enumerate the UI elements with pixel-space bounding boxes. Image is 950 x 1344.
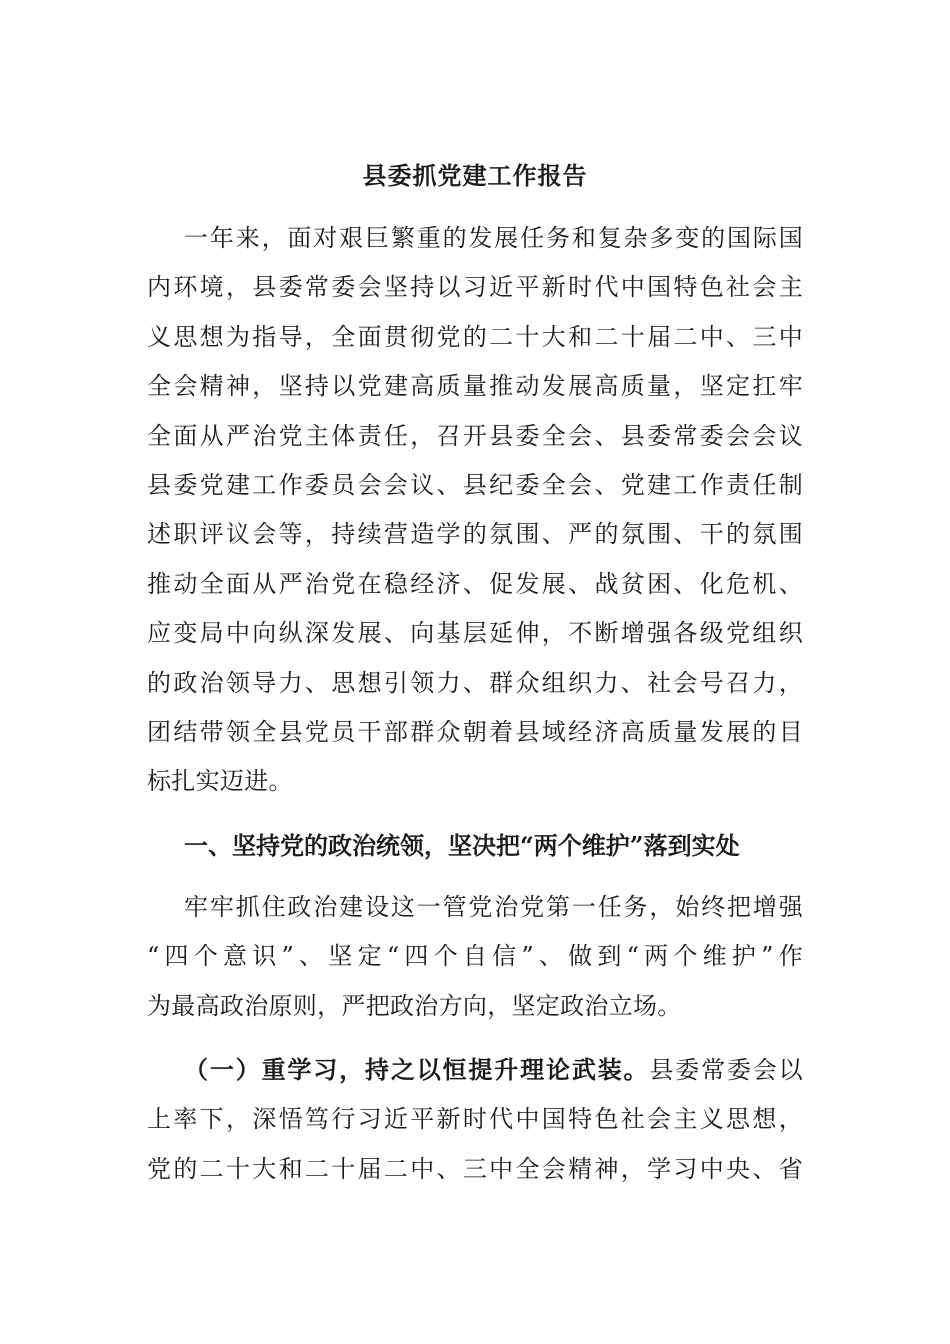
text-line: 全面从严治党主体责任，召开县委全会、县委常委会会议 bbox=[147, 421, 803, 450]
document-title: 县委抓党建工作报告 bbox=[362, 161, 588, 190]
text-line: 义思想为指导，全面贯彻党的二十大和二十届二中、三中 bbox=[147, 322, 803, 351]
text-line: 全会精神，坚持以党建高质量推动发展高质量，坚定扛牢 bbox=[147, 372, 803, 401]
text-line: 的政治领导力、思想引领力、群众组织力、社会号召力， bbox=[147, 668, 803, 697]
intro-paragraph bbox=[147, 214, 803, 807]
text-line: 上率下，深悟笃行习近平新时代中国特色社会主义思想， bbox=[147, 1105, 803, 1134]
text-line bbox=[147, 1045, 803, 1095]
text-line: 述职评议会等，持续营造学的氛围、严的氛围、干的氛围 bbox=[147, 520, 803, 549]
text-line: 牢牢抓住政治建设这一管党治党第一任务，始终把增强 bbox=[184, 893, 803, 921]
subsection-heading: （一）重学习，持之以恒提升理论武装。 bbox=[184, 1055, 650, 1084]
text-line: “四个意识”、坚定“四个自信”、做到“两个维护”作 bbox=[147, 942, 803, 971]
text-line: 应变局中向纵深发展、向基层延伸，不断增强各级党组织 bbox=[147, 619, 803, 648]
text-line: 一年来，面对艰巨繁重的发展任务和复杂多变的国际国 bbox=[184, 224, 803, 252]
text-line: 党的二十大和二十届二中、三中全会精神，学习中央、省 bbox=[147, 1154, 803, 1183]
text-line: 县委党建工作委员会会议、县纪委全会、党建工作责任制 bbox=[147, 471, 803, 500]
text-run: 县委常委会以 bbox=[649, 1056, 803, 1084]
text-line: 团结带领全县党员干部群众朝着县域经济高质量发展的目 bbox=[147, 718, 803, 747]
subsection1-paragraph bbox=[147, 1045, 803, 1194]
text-line: 标扎实迈进。 bbox=[147, 767, 293, 796]
text-line: 为最高政治原则，严把政治方向，坚定政治立场。 bbox=[147, 991, 682, 1020]
text-line: 推动全面从严治党在稳经济、促发展、战贫困、化危机、 bbox=[147, 569, 803, 598]
section1-paragraph bbox=[147, 883, 803, 1031]
text-line: 内环境，县委常委会坚持以习近平新时代中国特色社会主 bbox=[147, 273, 803, 302]
section-heading: 一、坚持党的政治统领，坚决把“两个维护”落到实处 bbox=[184, 831, 740, 860]
